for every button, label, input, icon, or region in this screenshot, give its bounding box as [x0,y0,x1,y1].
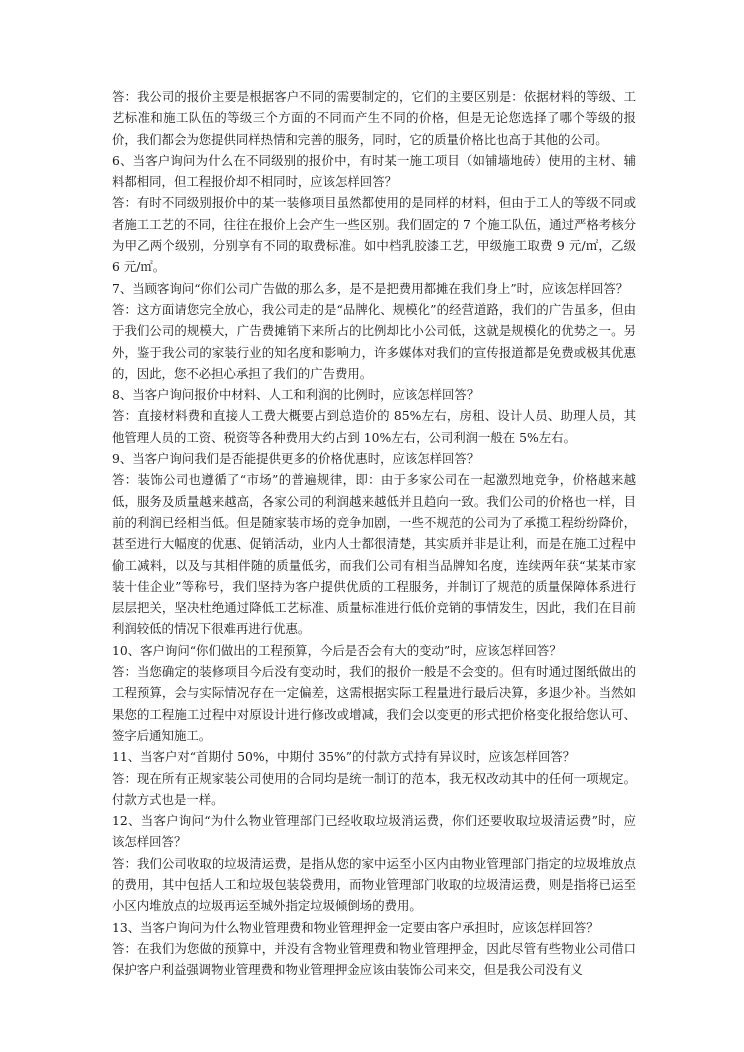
document-page [112,86,636,980]
question-6: 6、当客户询问为什么在不同级别的报价中，有时某一施工项目（如铺墙地砖）使用的主材、辅料都相同，但工程报价却不相同时，应该怎样回答？ [112,152,636,190]
question-13: 13、当客户询问为什么物业管理费和物业管理押金一定要由客户承担时，应该怎样回答？ [112,919,599,935]
question-11: 11、当客户对“首期付 50%，中期付 35%”的付款方式持有异议时，应该怎样回答？ [112,749,576,765]
question-10: 10、客户询问“你们做出的工程预算，今后是否会有大的变动”时，应该怎样回答？ [112,642,562,658]
answer-10: 答：当您确定的装修项目今后没有变动时，我们的报价一般是不会变的。但有时通过图纸做出的工程预算，会与实际情况存在一定偏差，这需根据实际工程量进行最后决算，多退少补。当然如果您的工程施工过程中对原设计进行修改或增减，我们会以变更的形式把价格变化报给您认可、签字后通知施工。 [112,664,636,743]
answer-12: 答：我们公司收取的垃圾清运费，是指从您的家中运至小区内由物业管理部门指定的垃圾堆放点的费用，其中包括人工和垃圾包装袋费用，而物业管理部门收取的垃圾清运费，则是指将已运至小区内堆放点的垃圾再运至城外指定垃圾倾倒场的费用。 [112,855,636,914]
answer-8: 答：直接材料费和直接人工费大概要占到总造价的 85%左右，房租、设计人员、助理人员，其他管理人员的工资、税资等各种费用大约占到 10%左右，公司利润一般在 5%左右。 [112,408,636,445]
answer-7: 答：这方面请您完全放心，我公司走的是“品牌化、规模化”的经营道路，我们的广告虽多，但由于我们公司的规模大，广告费摊销下来所占的比例却比小公司低，这就是规模化的优势之一。另外，鉴于我公司的家装行业的知名度和影响力，许多媒体对我们的宣传报道都是免费或极其优惠的，因此，您不必担心承担了我们的广告费用。 [112,301,636,381]
question-8: 8、当客户询问报价中材料、人工和利润的比例时，应该怎样回答？ [112,387,480,403]
answer-9: 答：装饰公司也遵循了“市场”的普遍规律，即：由于多家公司在一起激烈地竞争，价格越来越低，服务及质量越来越高，各家公司的利润越来越低并且趋向一致。我们公司的价格也一样，目前的利润已经相当低。但是随家装市场的竞争加剧，一些不规范的公司为了承揽工程纷纷降价，甚至进行大幅度的优惠、促销活动，业内人士都很清楚，其实质并非是让利，而是在施工过程中偷工减料，以及与其相伴随的质量低劣，而我们公司有相当品牌知名度，连续两年获“某某市家装十佳企业”等称号，我们坚持为客户提供优质的工程服务，并制订了规范的质量保障体系进行层层把关，坚决杜绝通过降低工艺标准、质量标准进行低价竞销的事情发生，因此，我们在目前利润较低的情况下很难再进行优惠。 [112,472,636,637]
answer-11: 答：现在所有正规家装公司使用的合同均是统一制订的范本，我无权改动其中的任何一项规定。付款方式也是一样。 [112,770,636,807]
answer-6: 答：有时不同级别报价中的某一装修项目虽然都使用的是同样的材料，但由于工人的等级不同或者施工工艺的不同，往往在报价上会产生一些区别。我们固定的 7 个施工队伍，通过严格考核分为甲乙两个级别，分别享有不同的取费标准。如中档乳胶漆工艺，甲级施工取费 9 元/㎡，乙级 6 元/㎡。 [112,195,636,275]
question-9: 9、当客户询问我们是否能提供更多的价格优惠时，应该怎样回答？ [112,451,480,467]
question-7: 7、当顾客询问“你们公司广告做的那么多，是不是把费用都摊在我们身上”时，应该怎样回答？ [112,280,629,296]
question-12: 12、当客户询问“为什么物业管理部门已经收取垃圾消运费，你们还要收取垃圾清运费”时，应该怎样回答？ [112,813,636,850]
answer-paragraph: 答：我公司的报价主要是根据客户不同的需要制定的，它们的主要区别是：依据材料的等级、工艺标准和施工队伍的等级三个方面的不同而产生不同的价格，但是无论您选择了哪个等级的报价，我们都会为您提供同样热情和完善的服务，同时，它的质量价格比也高于其他的公司。 [112,89,636,147]
answer-13: 答：在我们为您做的预算中，并没有含物业管理费和物业管理押金，因此尽管有些物业公司借口保护客户利益强调物业管理费和物业管理押金应该由装饰公司来交，但是我公司没有义 [112,940,636,978]
